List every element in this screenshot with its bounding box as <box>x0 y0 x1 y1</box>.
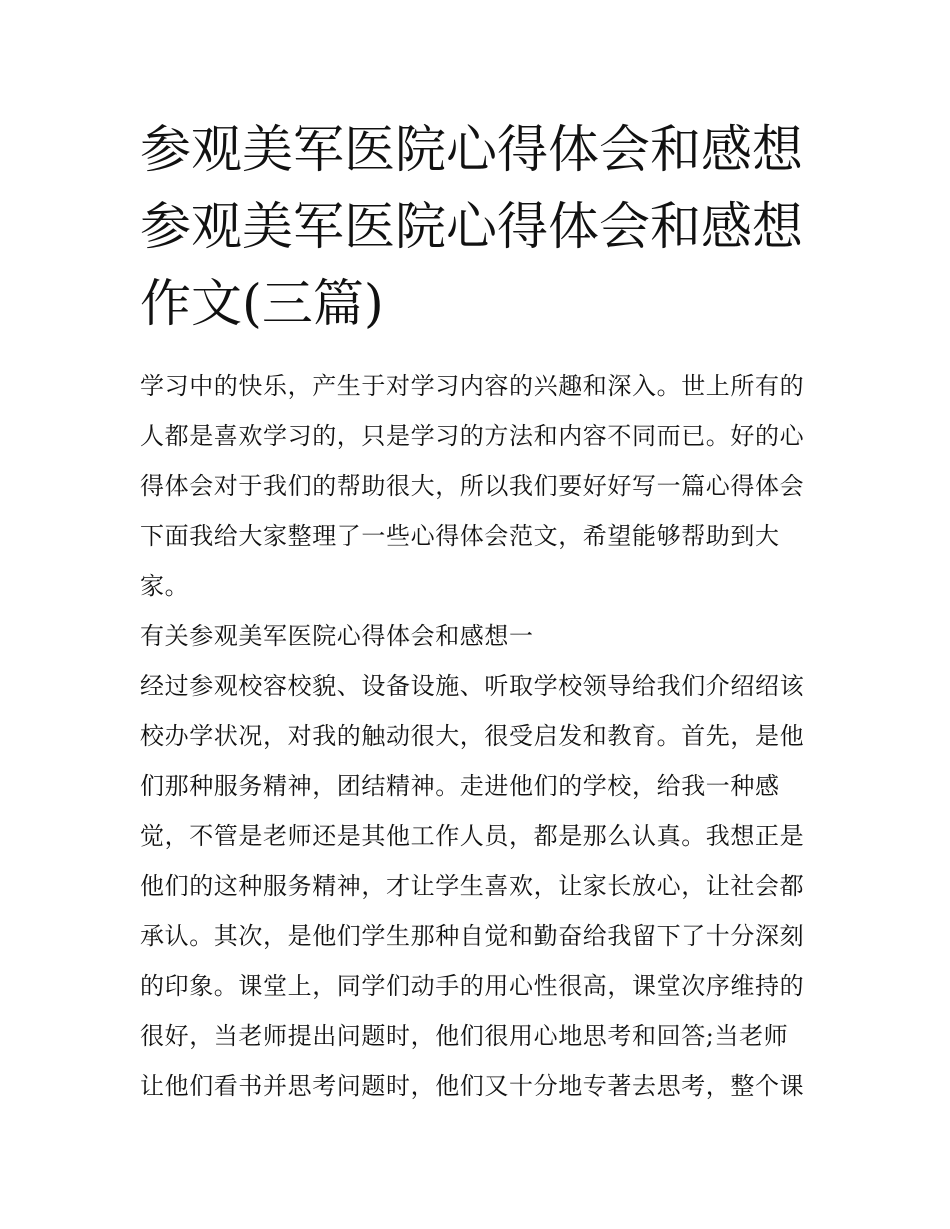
paragraph-line: 家。 <box>140 572 190 600</box>
section-paragraph <box>140 661 820 1111</box>
paragraph-line: 经过参观校容校貌、设备设施、听取学校领导给我们介绍绍该 <box>140 672 805 700</box>
title-line: 参观美军医院心得体会和感想 <box>140 121 804 180</box>
paragraph-line: 得体会对于我们的帮助很大，所以我们要好好写一篇心得体会 <box>140 472 805 500</box>
paragraph-line: 校办学状况，对我的触动很大，很受启发和教育。首先，是他 <box>140 722 805 750</box>
document-body <box>140 361 820 1111</box>
paragraph-line: 让他们看书并思考问题时，他们又十分地专著去思考，整个课 <box>140 1072 805 1100</box>
paragraph-line: 们那种服务精神，团结精神。走进他们的学校，给我一种感 <box>140 772 780 800</box>
title-line: 参观美军医院心得体会和感想 <box>140 198 804 257</box>
document-page <box>140 112 820 1111</box>
paragraph-line: 很好，当老师提出问题时，他们很用心地思考和回答;当老师 <box>140 1022 789 1050</box>
intro-paragraph <box>140 361 820 611</box>
paragraph-line: 学习中的快乐，产生于对学习内容的兴趣和深入。世上所有的 <box>140 372 805 400</box>
paragraph-line: 下面我给大家整理了一些心得体会范文，希望能够帮助到大 <box>140 522 780 550</box>
section-heading: 有关参观美军医院心得体会和感想一 <box>140 622 534 650</box>
paragraph-line: 人都是喜欢学习的，只是学习的方法和内容不同而已。好的心 <box>140 422 805 450</box>
title-line: 作文(三篇) <box>140 275 384 334</box>
paragraph-line: 他们的这种服务精神，才让学生喜欢，让家长放心，让社会都 <box>140 872 805 900</box>
document-title <box>140 112 820 343</box>
paragraph-line: 觉，不管是老师还是其他工作人员，都是那么认真。我想正是 <box>140 822 805 850</box>
paragraph-line: 承认。其次，是他们学生那种自觉和勤奋给我留下了十分深刻 <box>140 922 805 950</box>
paragraph-line: 的印象。课堂上，同学们动手的用心性很高，课堂次序维持的 <box>140 972 805 1000</box>
